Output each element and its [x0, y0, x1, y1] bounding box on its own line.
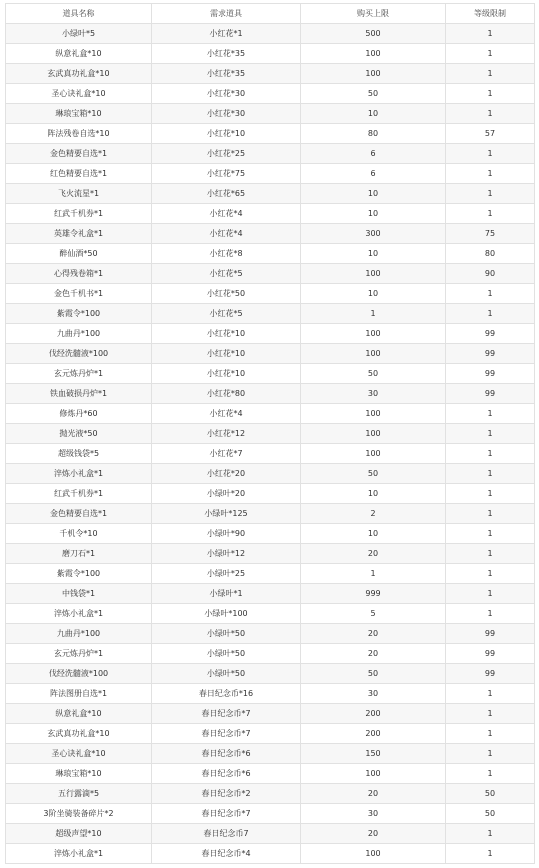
level-limit-cell: 1 — [446, 64, 535, 84]
item-name-cell: 伐经洗髓液*100 — [6, 344, 152, 364]
level-limit-cell: 75 — [446, 224, 535, 244]
purchase-limit-cell: 6 — [301, 144, 446, 164]
table-row — [6, 24, 535, 44]
purchase-limit-cell: 100 — [301, 844, 446, 864]
required-item-cell: 春日纪念币*16 — [152, 684, 301, 704]
required-item-cell: 小绿叶*1 — [152, 584, 301, 604]
required-item-cell: 春日纪念币*4 — [152, 844, 301, 864]
header-level-limit: 等级限制 — [446, 4, 535, 24]
level-limit-cell: 1 — [446, 164, 535, 184]
level-limit-cell: 1 — [446, 544, 535, 564]
item-name-cell: 纵意礼盒*10 — [6, 704, 152, 724]
purchase-limit-cell: 100 — [301, 764, 446, 784]
required-item-cell: 小红花*8 — [152, 244, 301, 264]
purchase-limit-cell: 20 — [301, 544, 446, 564]
item-name-cell: 飞火流星*1 — [6, 184, 152, 204]
purchase-limit-cell: 30 — [301, 684, 446, 704]
level-limit-cell: 1 — [446, 144, 535, 164]
level-limit-cell: 1 — [446, 24, 535, 44]
purchase-limit-cell: 999 — [301, 584, 446, 604]
required-item-cell: 小红花*10 — [152, 324, 301, 344]
item-name-cell: 英雄令礼盒*1 — [6, 224, 152, 244]
required-item-cell: 小红花*30 — [152, 84, 301, 104]
purchase-limit-cell: 50 — [301, 664, 446, 684]
level-limit-cell: 99 — [446, 324, 535, 344]
table-row — [6, 724, 535, 744]
level-limit-cell: 1 — [446, 504, 535, 524]
level-limit-cell: 1 — [446, 744, 535, 764]
required-item-cell: 小红花*4 — [152, 204, 301, 224]
required-item-cell: 小红花*10 — [152, 344, 301, 364]
table-row — [6, 464, 535, 484]
level-limit-cell: 1 — [446, 604, 535, 624]
level-limit-cell: 99 — [446, 364, 535, 384]
required-item-cell: 小红花*20 — [152, 464, 301, 484]
required-item-cell: 小红花*65 — [152, 184, 301, 204]
item-name-cell: 红色精要自选*1 — [6, 164, 152, 184]
required-item-cell: 小红花*75 — [152, 164, 301, 184]
item-name-cell: 阵法残卷自选*10 — [6, 124, 152, 144]
purchase-limit-cell: 100 — [301, 424, 446, 444]
item-name-cell: 淬炼小礼盒*1 — [6, 604, 152, 624]
item-name-cell: 超级声望*10 — [6, 824, 152, 844]
level-limit-cell: 57 — [446, 124, 535, 144]
level-limit-cell: 1 — [446, 84, 535, 104]
purchase-limit-cell: 500 — [301, 24, 446, 44]
purchase-limit-cell: 2 — [301, 504, 446, 524]
level-limit-cell: 1 — [446, 824, 535, 844]
purchase-limit-cell: 300 — [301, 224, 446, 244]
table-row — [6, 404, 535, 424]
table-row — [6, 604, 535, 624]
required-item-cell: 小红花*80 — [152, 384, 301, 404]
required-item-cell: 小红花*10 — [152, 364, 301, 384]
required-item-cell: 小绿叶*12 — [152, 544, 301, 564]
purchase-limit-cell: 100 — [301, 444, 446, 464]
required-item-cell: 小绿叶*50 — [152, 644, 301, 664]
required-item-cell: 小红花*4 — [152, 404, 301, 424]
item-name-cell: 超级钱袋*5 — [6, 444, 152, 464]
table-row — [6, 484, 535, 504]
level-limit-cell: 1 — [446, 684, 535, 704]
item-name-cell: 红武千机券*1 — [6, 204, 152, 224]
required-item-cell: 小绿叶*20 — [152, 484, 301, 504]
table-row — [6, 544, 535, 564]
purchase-limit-cell: 10 — [301, 524, 446, 544]
purchase-limit-cell: 20 — [301, 824, 446, 844]
level-limit-cell: 99 — [446, 664, 535, 684]
level-limit-cell: 99 — [446, 644, 535, 664]
table-row — [6, 804, 535, 824]
purchase-limit-cell: 6 — [301, 164, 446, 184]
purchase-limit-cell: 20 — [301, 784, 446, 804]
purchase-limit-cell: 10 — [301, 204, 446, 224]
item-name-cell: 伐经洗髓液*100 — [6, 664, 152, 684]
item-name-cell: 淬炼小礼盒*1 — [6, 464, 152, 484]
required-item-cell: 小红花*10 — [152, 124, 301, 144]
table-row — [6, 344, 535, 364]
item-name-cell: 九曲丹*100 — [6, 624, 152, 644]
purchase-limit-cell: 50 — [301, 84, 446, 104]
level-limit-cell: 90 — [446, 264, 535, 284]
item-name-cell: 紫霞令*100 — [6, 564, 152, 584]
purchase-limit-cell: 100 — [301, 64, 446, 84]
level-limit-cell: 1 — [446, 104, 535, 124]
header-purchase-limit: 购买上限 — [301, 4, 446, 24]
table-row — [6, 424, 535, 444]
table-row — [6, 324, 535, 344]
level-limit-cell: 1 — [446, 404, 535, 424]
table-row — [6, 744, 535, 764]
table-row — [6, 224, 535, 244]
purchase-limit-cell: 1 — [301, 564, 446, 584]
item-name-cell: 中钱袋*1 — [6, 584, 152, 604]
purchase-limit-cell: 50 — [301, 464, 446, 484]
required-item-cell: 春日纪念币*6 — [152, 764, 301, 784]
table-row — [6, 844, 535, 864]
required-item-cell: 小绿叶*90 — [152, 524, 301, 544]
table-row — [6, 84, 535, 104]
item-name-cell: 玄元炼丹炉*1 — [6, 364, 152, 384]
level-limit-cell: 99 — [446, 344, 535, 364]
table-row — [6, 104, 535, 124]
table-row — [6, 244, 535, 264]
purchase-limit-cell: 50 — [301, 364, 446, 384]
item-name-cell: 磨刀石*1 — [6, 544, 152, 564]
required-item-cell: 小红花*25 — [152, 144, 301, 164]
item-name-cell: 小绿叶*5 — [6, 24, 152, 44]
table-row — [6, 44, 535, 64]
header-required-item: 需求道具 — [152, 4, 301, 24]
level-limit-cell: 1 — [446, 204, 535, 224]
item-name-cell: 圣心诀礼盒*10 — [6, 744, 152, 764]
purchase-limit-cell: 1 — [301, 304, 446, 324]
table-row — [6, 64, 535, 84]
purchase-limit-cell: 20 — [301, 644, 446, 664]
table-row — [6, 204, 535, 224]
item-name-cell: 紫霞令*100 — [6, 304, 152, 324]
item-name-cell: 抛光液*50 — [6, 424, 152, 444]
level-limit-cell: 1 — [446, 184, 535, 204]
purchase-limit-cell: 10 — [301, 484, 446, 504]
item-name-cell: 千机令*10 — [6, 524, 152, 544]
required-item-cell: 春日纪念币*2 — [152, 784, 301, 804]
table-row — [6, 584, 535, 604]
table-row — [6, 684, 535, 704]
purchase-limit-cell: 200 — [301, 724, 446, 744]
item-name-cell: 玄武真功礼盒*10 — [6, 64, 152, 84]
level-limit-cell: 1 — [446, 464, 535, 484]
required-item-cell: 小绿叶*100 — [152, 604, 301, 624]
level-limit-cell: 99 — [446, 384, 535, 404]
level-limit-cell: 1 — [446, 724, 535, 744]
level-limit-cell: 1 — [446, 584, 535, 604]
purchase-limit-cell: 100 — [301, 404, 446, 424]
required-item-cell: 小红花*35 — [152, 44, 301, 64]
item-name-cell: 铁血破损丹炉*1 — [6, 384, 152, 404]
item-name-cell: 金色千机书*1 — [6, 284, 152, 304]
table-row — [6, 444, 535, 464]
level-limit-cell: 1 — [446, 844, 535, 864]
required-item-cell: 春日纪念币*7 — [152, 724, 301, 744]
purchase-limit-cell: 30 — [301, 804, 446, 824]
purchase-limit-cell: 200 — [301, 704, 446, 724]
table-row — [6, 824, 535, 844]
table-body — [6, 24, 535, 864]
required-item-cell: 小红花*5 — [152, 264, 301, 284]
purchase-limit-cell: 5 — [301, 604, 446, 624]
level-limit-cell: 1 — [446, 764, 535, 784]
level-limit-cell: 50 — [446, 804, 535, 824]
required-item-cell: 小红花*4 — [152, 224, 301, 244]
item-name-cell: 金色精要自选*1 — [6, 144, 152, 164]
item-name-cell: 玄武真功礼盒*10 — [6, 724, 152, 744]
table-row — [6, 264, 535, 284]
item-name-cell: 醉仙酒*50 — [6, 244, 152, 264]
table-row — [6, 164, 535, 184]
required-item-cell: 小红花*50 — [152, 284, 301, 304]
level-limit-cell: 1 — [446, 524, 535, 544]
item-name-cell: 心得残卷箱*1 — [6, 264, 152, 284]
table-row — [6, 184, 535, 204]
item-name-cell: 五行露滴*5 — [6, 784, 152, 804]
item-name-cell: 3阶坐骑装备碎片*2 — [6, 804, 152, 824]
purchase-limit-cell: 100 — [301, 324, 446, 344]
required-item-cell: 小绿叶*125 — [152, 504, 301, 524]
table-row — [6, 304, 535, 324]
level-limit-cell: 1 — [446, 484, 535, 504]
item-name-cell: 琳琅宝箱*10 — [6, 104, 152, 124]
item-name-cell: 淬炼小礼盒*1 — [6, 844, 152, 864]
required-item-cell: 春日纪念币*7 — [152, 704, 301, 724]
required-item-cell: 小绿叶*50 — [152, 664, 301, 684]
purchase-limit-cell: 100 — [301, 44, 446, 64]
level-limit-cell: 1 — [446, 704, 535, 724]
required-item-cell: 小红花*1 — [152, 24, 301, 44]
item-name-cell: 金色精要自选*1 — [6, 504, 152, 524]
purchase-limit-cell: 10 — [301, 184, 446, 204]
level-limit-cell: 1 — [446, 304, 535, 324]
purchase-limit-cell: 10 — [301, 284, 446, 304]
table-header — [6, 4, 535, 24]
item-name-cell: 圣心诀礼盒*10 — [6, 84, 152, 104]
item-name-cell: 琳琅宝箱*10 — [6, 764, 152, 784]
required-item-cell: 小红花*7 — [152, 444, 301, 464]
table-row — [6, 384, 535, 404]
level-limit-cell: 1 — [446, 564, 535, 584]
required-item-cell: 小绿叶*25 — [152, 564, 301, 584]
item-name-cell: 纵意礼盒*10 — [6, 44, 152, 64]
required-item-cell: 小红花*35 — [152, 64, 301, 84]
purchase-limit-cell: 30 — [301, 384, 446, 404]
level-limit-cell: 1 — [446, 424, 535, 444]
required-item-cell: 春日纪念币7 — [152, 824, 301, 844]
purchase-limit-cell: 10 — [301, 104, 446, 124]
table-row — [6, 284, 535, 304]
required-item-cell: 春日纪念币*7 — [152, 804, 301, 824]
item-name-cell: 九曲丹*100 — [6, 324, 152, 344]
purchase-limit-cell: 100 — [301, 264, 446, 284]
header-row — [6, 4, 535, 24]
table-row — [6, 704, 535, 724]
level-limit-cell: 1 — [446, 44, 535, 64]
level-limit-cell: 1 — [446, 284, 535, 304]
required-item-cell: 小红花*30 — [152, 104, 301, 124]
purchase-limit-cell: 150 — [301, 744, 446, 764]
table-row — [6, 784, 535, 804]
item-name-cell: 红武千机券*1 — [6, 484, 152, 504]
table-row — [6, 504, 535, 524]
purchase-limit-cell: 20 — [301, 624, 446, 644]
required-item-cell: 春日纪念币*6 — [152, 744, 301, 764]
level-limit-cell: 50 — [446, 784, 535, 804]
header-item-name: 道具名称 — [6, 4, 152, 24]
purchase-limit-cell: 10 — [301, 244, 446, 264]
level-limit-cell: 1 — [446, 444, 535, 464]
item-name-cell: 修炼丹*60 — [6, 404, 152, 424]
exchange-table — [5, 3, 535, 864]
table-row — [6, 764, 535, 784]
table-row — [6, 124, 535, 144]
required-item-cell: 小红花*12 — [152, 424, 301, 444]
table-row — [6, 144, 535, 164]
item-name-cell: 阵法图册自选*1 — [6, 684, 152, 704]
table-row — [6, 664, 535, 684]
item-name-cell: 玄元炼丹炉*1 — [6, 644, 152, 664]
table-row — [6, 644, 535, 664]
level-limit-cell: 99 — [446, 624, 535, 644]
table-row — [6, 624, 535, 644]
required-item-cell: 小红花*5 — [152, 304, 301, 324]
required-item-cell: 小绿叶*50 — [152, 624, 301, 644]
level-limit-cell: 80 — [446, 244, 535, 264]
table-row — [6, 364, 535, 384]
table-row — [6, 524, 535, 544]
purchase-limit-cell: 100 — [301, 344, 446, 364]
table-row — [6, 564, 535, 584]
purchase-limit-cell: 80 — [301, 124, 446, 144]
